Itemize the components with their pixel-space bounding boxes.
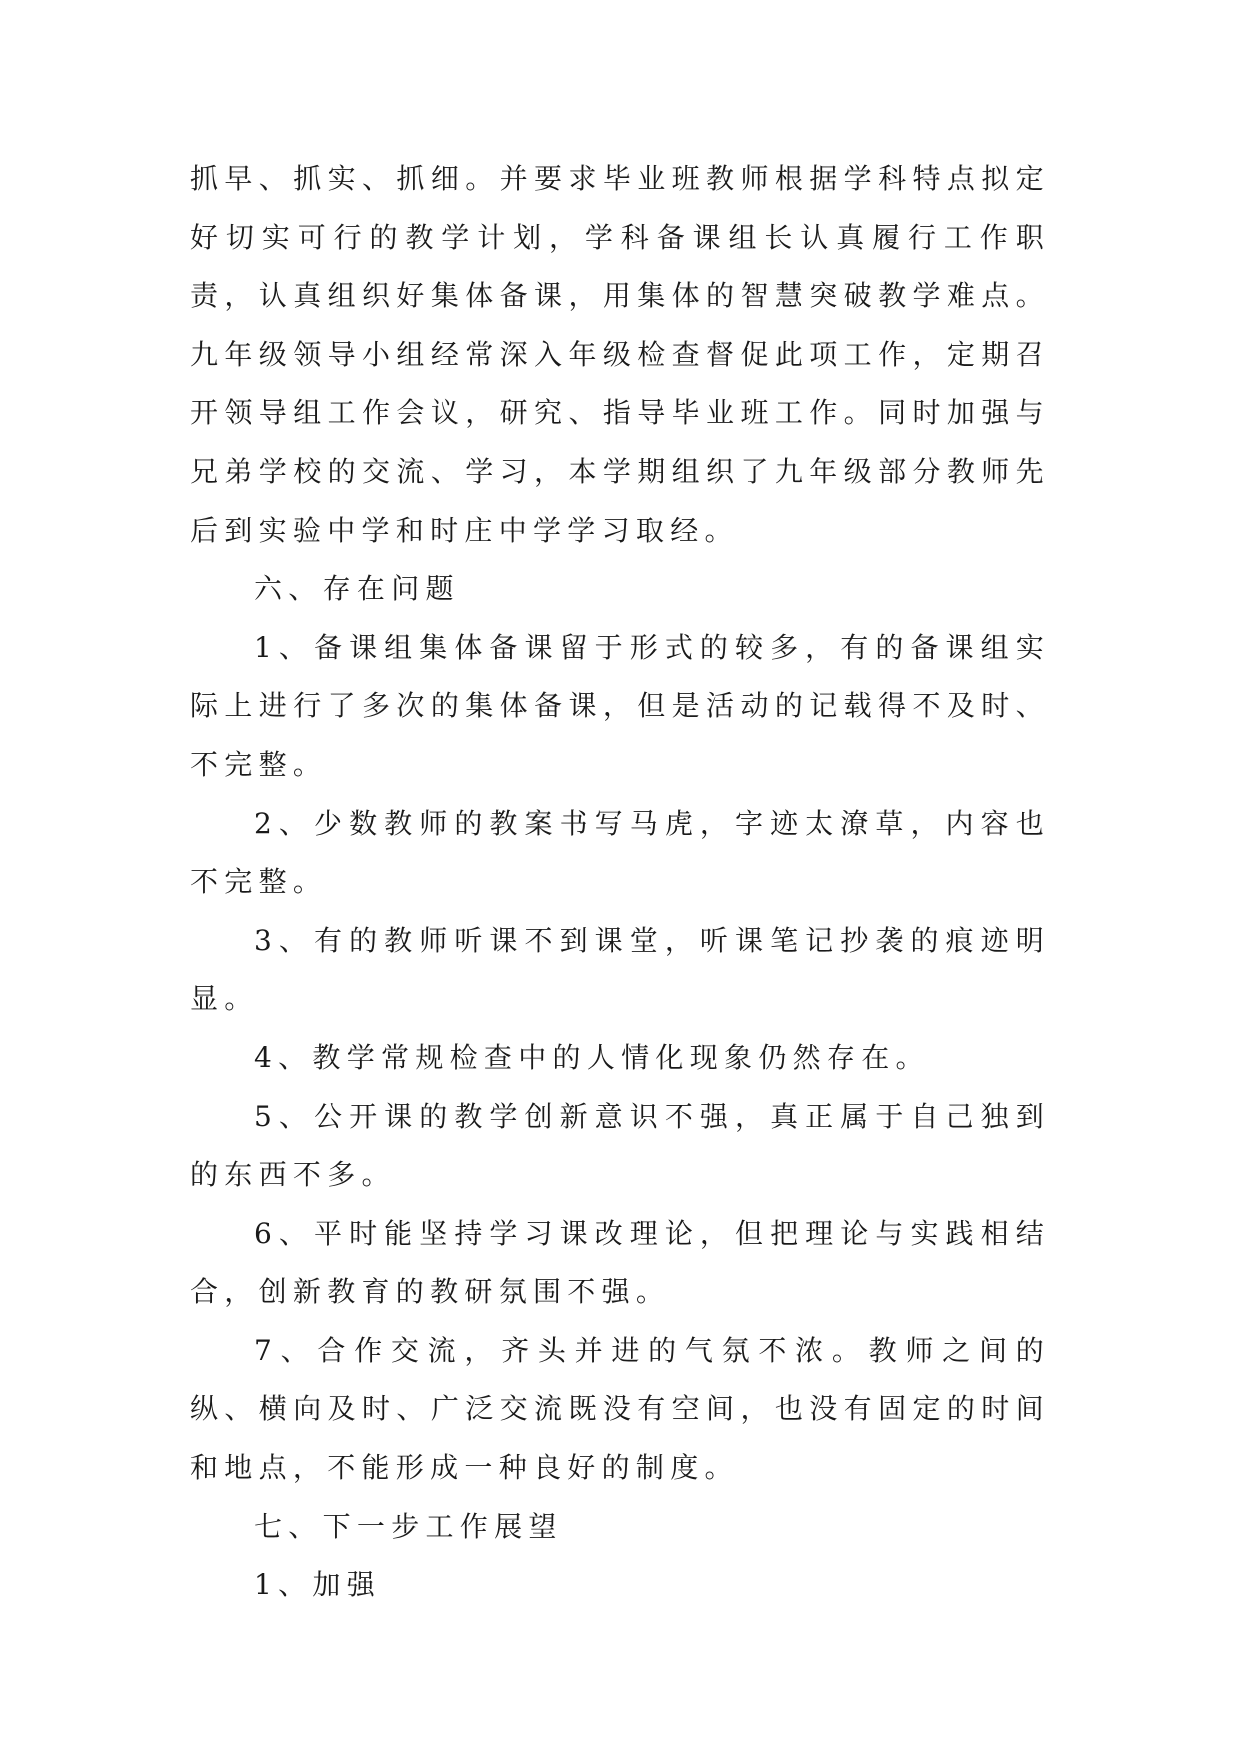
problem-item-6: 6、平时能坚持学习课改理论，但把理论与实践相结合，创新教育的教研氛围不强。 [190, 1216, 1050, 1309]
document-body [190, 150, 1050, 1615]
problem-item-3: 3、有的教师听课不到课堂，听课笔记抄袭的痕迹明显。 [190, 923, 1050, 1016]
problem-item-4: 4、教学常规检查中的人情化现象仍然存在。 [254, 1040, 930, 1074]
section-heading-outlook: 七、下一步工作展望 [254, 1509, 563, 1543]
problem-item-7: 7、合作交流，齐头并进的气氛不浓。教师之间的纵、横向及时、广泛交流既没有空间，也没有固定的时间和地点，不能形成一种良好的制度。 [190, 1333, 1050, 1485]
problem-item-5: 5、公开课的教学创新意识不强，真正属于自己独到的东西不多。 [190, 1099, 1050, 1192]
section-heading-problems: 六、存在问题 [254, 572, 460, 606]
problem-item-1: 1、备课组集体备课留于形式的较多，有的备课组实际上进行了多次的集体备课，但是活动的记载得不及时、不完整。 [190, 630, 1050, 781]
outlook-item-1: 1、加强 [254, 1568, 382, 1602]
problem-item-2: 2、少数教师的教案书写马虎，字迹太潦草，内容也不完整。 [190, 806, 1050, 899]
paragraph-continuation: 抓早、抓实、抓细。并要求毕业班教师根据学科特点拟定好切实可行的教学计划，学科备课组长认真履行工作职责，认真组织好集体备课，用集体的智慧突破教学难点。九年级领导小组经常深入年级检查督促此项工作，定期召开领导组工作会议，研究、指导毕业班工作。同时加强与兄弟学校的交流、学习，本学期组织了九年级部分教师先后到实验中学和时庄中学学习取经。 [190, 162, 1050, 547]
